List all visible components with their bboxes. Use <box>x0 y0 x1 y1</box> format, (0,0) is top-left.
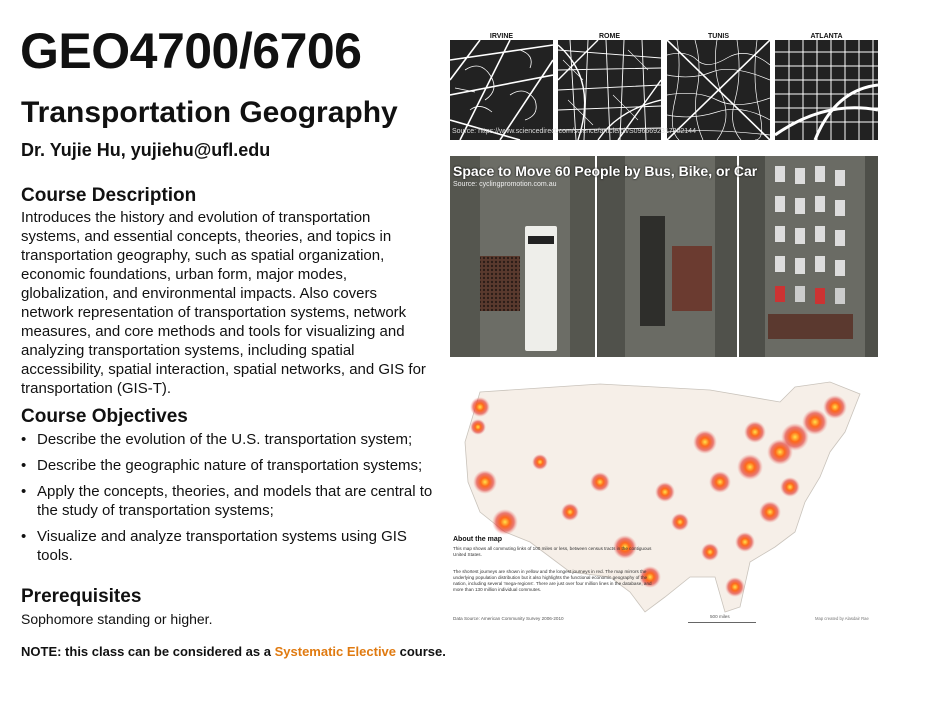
note-suffix: course. <box>396 644 446 659</box>
bullet-icon: • <box>21 457 27 474</box>
elective-note <box>21 644 446 659</box>
map-data-source: Data Source: American Community Survey 2006-2010 <box>453 616 564 621</box>
objective-item <box>21 527 441 565</box>
objective-item <box>21 456 441 475</box>
course-title: Transportation Geography <box>21 96 398 129</box>
bullet-icon: • <box>21 431 27 448</box>
city-label-irvine: IRVINE <box>489 33 514 40</box>
street-map-irvine <box>450 40 553 140</box>
bullet-icon: • <box>21 483 27 500</box>
objective-item <box>21 482 441 520</box>
photo-title: Space to Move 60 People by Bus, Bike, or Car <box>453 163 758 179</box>
objective-text: Visualize and analyze transportation systems using GIS tools. <box>37 528 407 564</box>
about-map-text-1: This map shows all commuting links of 100 miles or less, between census tracts in the contiguous United States. <box>453 546 652 557</box>
objective-item <box>21 430 441 449</box>
course-objectives-list <box>21 430 441 572</box>
city-label-atlanta: ATLANTA <box>810 33 843 40</box>
prerequisites-text: Sophomore standing or higher. <box>21 611 213 627</box>
note-highlight: Systematic Elective <box>274 644 397 659</box>
map-credit: Map created by Alasdair Rae <box>815 616 869 621</box>
city-label-rome: ROME <box>599 33 620 40</box>
bullet-icon: • <box>21 528 27 545</box>
course-code: GEO4700/6706 <box>20 23 362 79</box>
instructor-line: Dr. Yujie Hu, yujiehu@ufl.edu <box>21 140 271 160</box>
course-description-heading: Course Description <box>21 185 197 206</box>
note-prefix: NOTE: this class can be considered as a <box>21 644 275 659</box>
city-label-tunis: TUNIS <box>708 33 729 40</box>
map-scale-bar <box>688 622 756 623</box>
street-map-rome <box>558 40 661 140</box>
map-scale-label: 500 miles <box>710 614 730 619</box>
about-map-text-2: The shortest journeys are shown in yellow and the longest journeys in red. The map mirrors the underlying population distribution but it also highlights the functional economic geography of the nation, including several 'mega-regions'. There are just over four million lines in the database, and more than 130 million individual commutes. <box>453 569 652 592</box>
objective-text: Apply the concepts, theories, and models that are central to the study of transportation systems; <box>37 483 433 519</box>
course-objectives-heading: Course Objectives <box>21 406 188 427</box>
street-map-atlanta <box>775 40 878 140</box>
about-map-heading: About the map <box>453 536 502 543</box>
street-map-source: Source: https://www.sciencedirect.com/science/article/pii/S0966692317302144 <box>452 128 696 135</box>
street-map-tunis <box>667 40 770 140</box>
course-description-text: Introduces the history and evolution of transportation systems, and essential concepts, theories, and topics in transportation geography, such as spatial organization, economic foundations, urban form, major modes, globalization, and environmental impacts. Also covers network representation of transportation systems, network measures, and core methods and tools for visualizing and analyzing transportation systems, including spatial accessibility, spatial interaction, spatial networks, and GIS for transportation (GIS-T). <box>21 209 426 397</box>
photo-source: Source: cyclingpromotion.com.au <box>453 181 557 188</box>
objective-text: Describe the evolution of the U.S. transportation system; <box>37 431 413 448</box>
objective-text: Describe the geographic nature of transportation systems; <box>37 457 423 474</box>
prerequisites-heading: Prerequisites <box>21 586 142 607</box>
